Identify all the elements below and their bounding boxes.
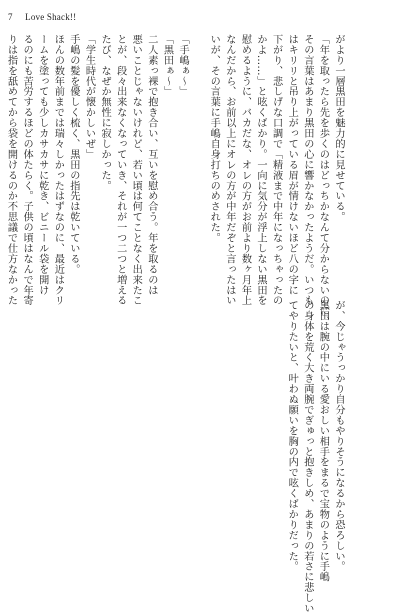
text-line: 下がり、悲しげな口調で「精液まで中年になっちゃったの — [270, 34, 282, 306]
page-number: 7 — [8, 12, 13, 22]
lower-text-block — [214, 300, 346, 614]
text-line: が、今じゃうっかり自分もやりそうになるから恐ろしい。 — [333, 300, 344, 572]
text-line: 黒田は腕の中にいる愛おしい相手をまるで宝物のように手嶋 — [317, 300, 329, 583]
text-line: 「学生時代が懐かしいぜ」 — [83, 34, 95, 160]
text-line: いが、その言葉に手嶋自身打ちのめされた。 — [208, 34, 220, 243]
running-title: Love Shack!! — [25, 12, 77, 22]
text-line: るのにも苦労するほどの体たらく。子供の頃はなんで年寄 — [21, 34, 33, 306]
text-line: の身体を荒く大き両腕でぎゅっと抱きしめ、あまりの若さに悲しい — [301, 300, 313, 614]
text-line: 慰めるように、バカだな、オレの方がお前より数ヶ月年上 — [239, 34, 251, 306]
text-line: 「手嶋ぁ～」 — [177, 34, 189, 97]
text-line: なんだから、お前以上にオレの方が中年だぞと言ったはい — [223, 34, 235, 306]
page-header — [8, 12, 76, 22]
text-line: はキリリと吊り上がっている眉が情けないほど八の字に — [286, 34, 298, 296]
text-line: たび、なぜか無性に寂しかった。 — [99, 34, 111, 191]
text-line: 「年を取ったら先を歩くのはどっちかなんて分からないのに、 — [317, 34, 329, 327]
text-line: がより一層黒田を魅力的に見せている。 — [333, 34, 344, 223]
text-line: りは指を舐めてから袋を開けるのか不思議で仕方なかった — [5, 34, 17, 306]
text-line: とが、段々出来なくなっていき、それが一つ二つと増える — [114, 34, 126, 306]
blank-line — [190, 34, 206, 309]
text-line: てやりたいと、叶わぬ願いを胸の内で呟くばかりだった。 — [286, 300, 298, 572]
text-line: 悪いことじゃないけれど、若い頃は何てことなく出来たこ — [130, 34, 142, 306]
text-line: 「黒田ぁ～」 — [161, 34, 173, 97]
text-line: その言葉はあまり黒田の心に響かなかったようだ。いつも — [301, 34, 313, 306]
text-line: 手嶋の髪を優しく梳く、黒田の指先は乾いている。 — [67, 34, 79, 275]
text-line: ームを塗っても少しカサカサに乾き、ビニール袋を開け — [36, 34, 48, 296]
text-line: かよ……」と呟くばかり。一向に気分が浮上しない黒田を — [255, 34, 267, 306]
text-line: 二人素っ裸で抱き合い、互いを慰め合う。年を取るのは — [145, 34, 157, 296]
text-line: ほんの数年前までは瑞々しかったはずなのに、最近はクリ — [52, 34, 64, 306]
upper-text-block — [5, 34, 346, 327]
